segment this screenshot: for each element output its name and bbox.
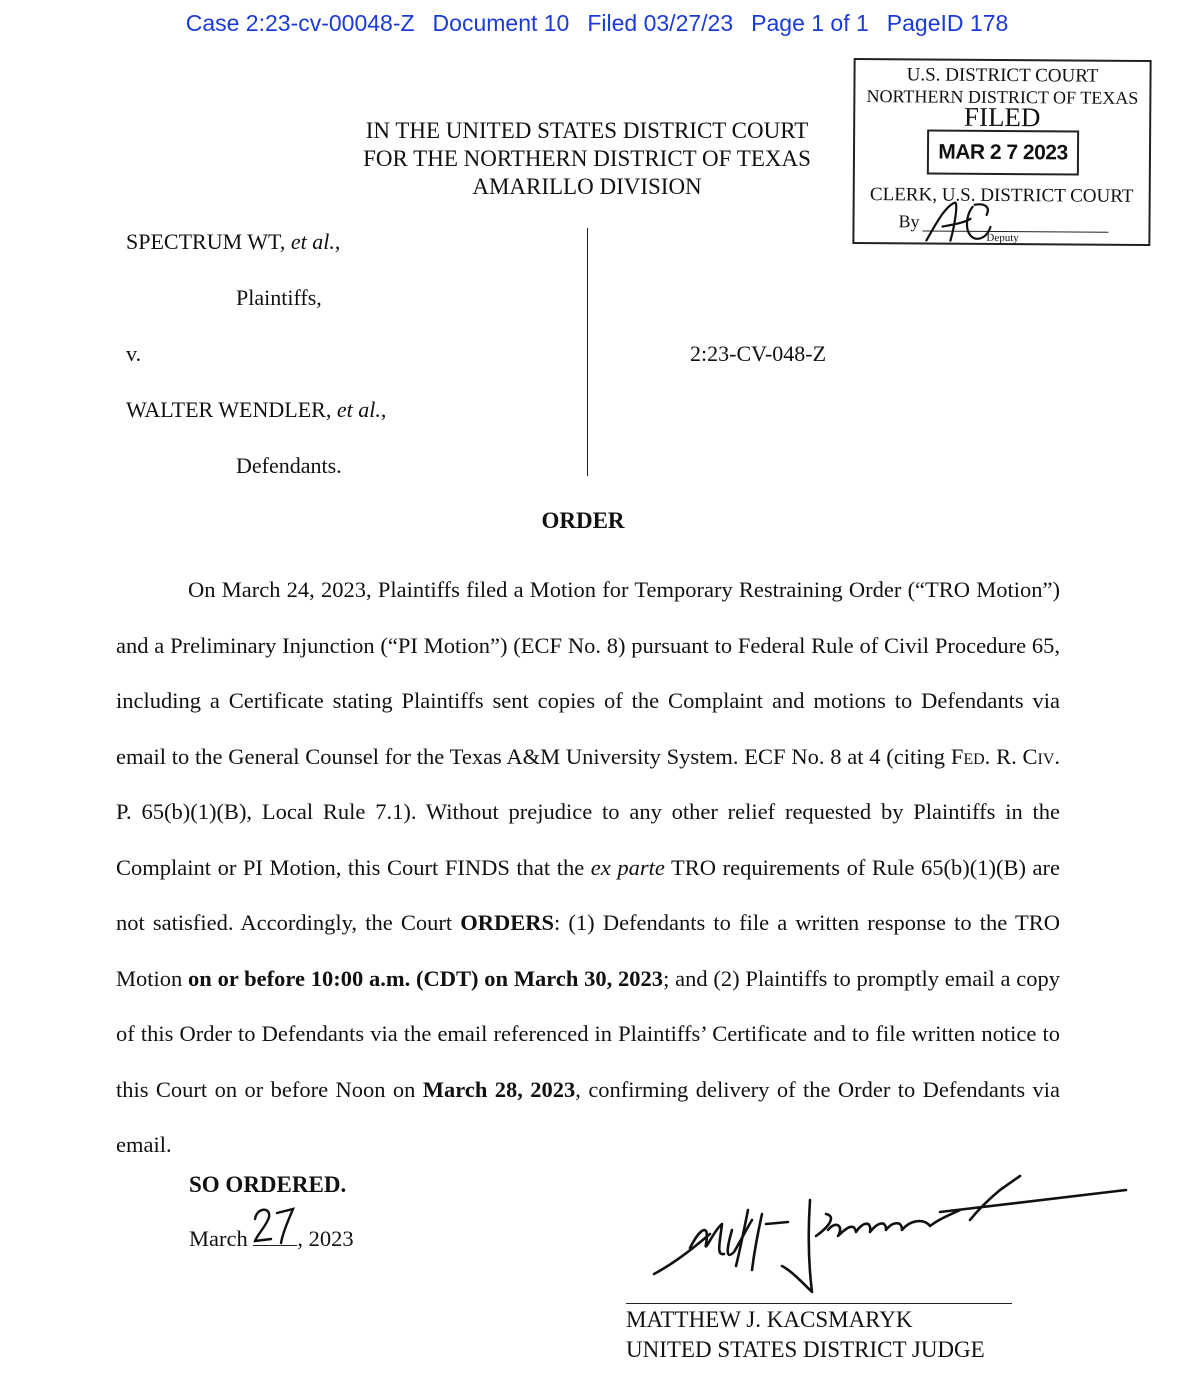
- plaintiff-et-al: et al.: [290, 229, 335, 254]
- order-year: , 2023: [297, 1226, 354, 1251]
- order-text-2: 65(b)(1)(B), Local Rule 7.1). Without prejudice to any other relief requested by Plaintiffs in the Complaint or PI Motion, this Court FINDS that the: [116, 799, 1060, 880]
- so-ordered: [189, 1172, 346, 1198]
- orders-keyword: ORDERS: [460, 910, 555, 935]
- case-number: 2:23-CV-048-Z: [690, 341, 827, 366]
- stamp-deputy: Deputy: [986, 231, 1019, 245]
- stamp-district: NORTHERN DISTRICT OF TEXAS: [866, 86, 1139, 108]
- order-paragraph: [116, 562, 1060, 1173]
- defendant-role: Defendants.: [236, 453, 342, 478]
- order-title: ORDER: [541, 508, 625, 533]
- signature-line: [626, 1303, 1012, 1304]
- plaintiff-caption: [126, 229, 340, 255]
- defendant-caption: [126, 397, 386, 423]
- ex-parte: ex parte: [590, 854, 665, 880]
- document-number: Document 10: [432, 10, 570, 36]
- so-ordered-text: SO ORDERED: [189, 1172, 341, 1197]
- stamp-court: U.S. DISTRICT COURT: [906, 64, 1099, 87]
- defendant-et-al: et al.: [336, 397, 381, 422]
- court-line-3: AMARILLO DIVISION: [472, 174, 702, 199]
- defendant-comma: ,: [380, 397, 387, 422]
- filed-stamp: [852, 58, 1151, 246]
- order-body: [116, 562, 1060, 1173]
- page-id: PageID 178: [886, 10, 1009, 36]
- case-number-header: Case 2:23-cv-00048-Z: [185, 10, 415, 36]
- stamp-filed: FILED: [963, 101, 1041, 133]
- plaintiff-name: SPECTRUM WT,: [126, 229, 286, 254]
- notice-deadline: March 28, 2023: [422, 1076, 576, 1102]
- court-line-2: FOR THE NORTHERN DISTRICT OF TEXAS: [363, 146, 811, 171]
- order-text-1: On March 24, 2023, Plaintiffs filed a Motion for Temporary Restraining Order (“TRO Motion”) and a Preliminary Injunction (“PI Motion”) (ECF No. 8) pursuant to Federal Rule of Civil Procedure 65, including a Certificate stating Plaintiffs sent copies of the Complaint and motions to Defendants via email to the General Counsel for the Texas A&M University System. ECF No. 8 at 4 (citing: [116, 577, 1060, 769]
- handwritten-day: [251, 1201, 297, 1246]
- order-text-5: ; and (2) Plaintiffs to promptly email a copy of this Order to Defendants via the email referenced in Plaintiffs’ Certificate and to file written notice to this Court on or before Noon on: [116, 965, 1060, 1102]
- judge-signature: [640, 1170, 1130, 1310]
- plaintiff-role: Plaintiffs,: [236, 285, 322, 310]
- defendant-name: WALTER WENDLER,: [126, 397, 332, 422]
- judge-name: MATTHEW J. KACSMARYK: [626, 1307, 913, 1332]
- order-month: March: [189, 1226, 248, 1251]
- filed-date: Filed 03/27/23: [587, 10, 734, 36]
- order-text-3: TRO requirements of Rule 65(b)(1)(B) are not satisfied. Accordingly, the Court: [116, 854, 1060, 935]
- stamp-date: MAR 2 7 2023: [927, 129, 1079, 175]
- response-deadline: on or before 10:00 a.m. (CDT) on March 30, 2023: [188, 965, 664, 991]
- stamp-clerk: CLERK, U.S. DISTRICT COURT: [869, 184, 1134, 207]
- versus: v.: [126, 341, 142, 366]
- handwritten-day-27: [251, 1201, 299, 1245]
- ecf-header: [0, 10, 1194, 37]
- plaintiff-comma: ,: [334, 229, 341, 254]
- judge-block: [626, 1305, 985, 1365]
- so-ordered-period: .: [340, 1172, 347, 1197]
- order-text-4: : (1) Defendants to file a written response to the TRO Motion: [116, 910, 1060, 991]
- page-count: Page 1 of 1: [751, 10, 869, 36]
- clerk-initials-signature: [924, 196, 1014, 247]
- svg-text:27: 27: [251, 1201, 253, 1202]
- court-line-1: IN THE UNITED STATES DISTRICT COURT: [365, 118, 809, 143]
- caption-divider: [587, 228, 588, 476]
- rule-citation: Fed. R. Civ. P.: [116, 743, 1060, 824]
- stamp-by: By: [898, 211, 920, 232]
- order-text-6: , confirming delivery of the Order to Defendants via email.: [116, 1076, 1060, 1157]
- judge-title: UNITED STATES DISTRICT JUDGE: [626, 1337, 985, 1362]
- order-date: [189, 1201, 354, 1252]
- court-heading: [300, 117, 874, 201]
